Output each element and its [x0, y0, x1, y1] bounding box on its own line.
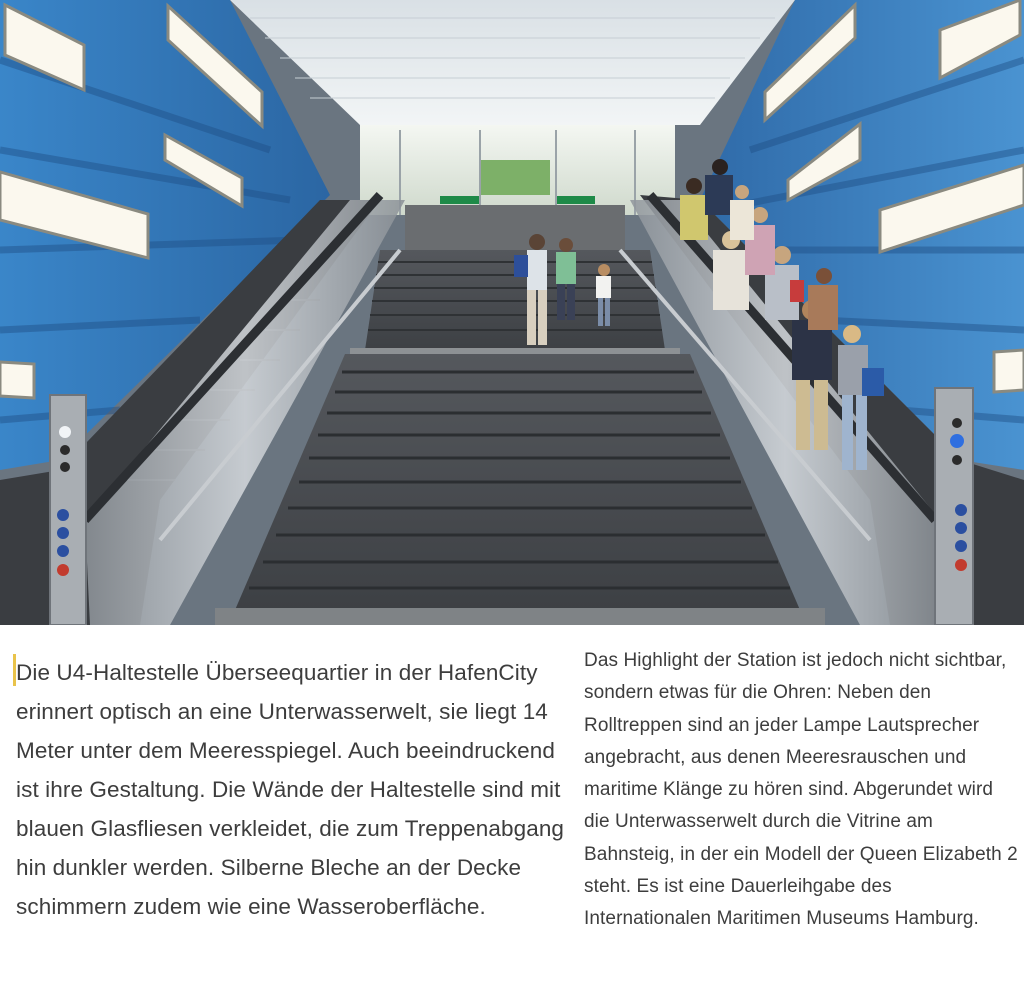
article-paragraph-right: Das Highlight der Station ist jedoch nicht sichtbar, sondern etwas für die Ohren: Neben den Rolltreppen sind an jeder Lampe Lautsprecher angebracht, aus denen Meeresrauschen und maritime Klänge zu hören sind. Abgerundet wird die Unterwasserwelt durch die Vitrine am Bahnsteig, in der ein Modell der Queen Elizabeth 2 steht. Es ist eine Dauerleihgabe des Internationalen Maritimen Museums Hamburg. — [584, 650, 1018, 930]
article-paragraph-left: Die U4-Haltestelle Überseequartier in der HafenCity erinnert optisch an eine Unterwasserwelt, sie liegt 14 Meter unter dem Meeresspiegel. Auch beeindruckend ist ihre Gestaltung. Die Wände der Haltestelle sind mit blauen Glasfliesen verkleidet, die zum Treppenabgang hin dunkler werden. Silberne Bleche an der Decke schimmern zudem wie eine Wasseroberfläche. — [16, 660, 565, 919]
article-text-area — [0, 625, 1024, 1000]
text-cursor-marker — [13, 654, 16, 686]
